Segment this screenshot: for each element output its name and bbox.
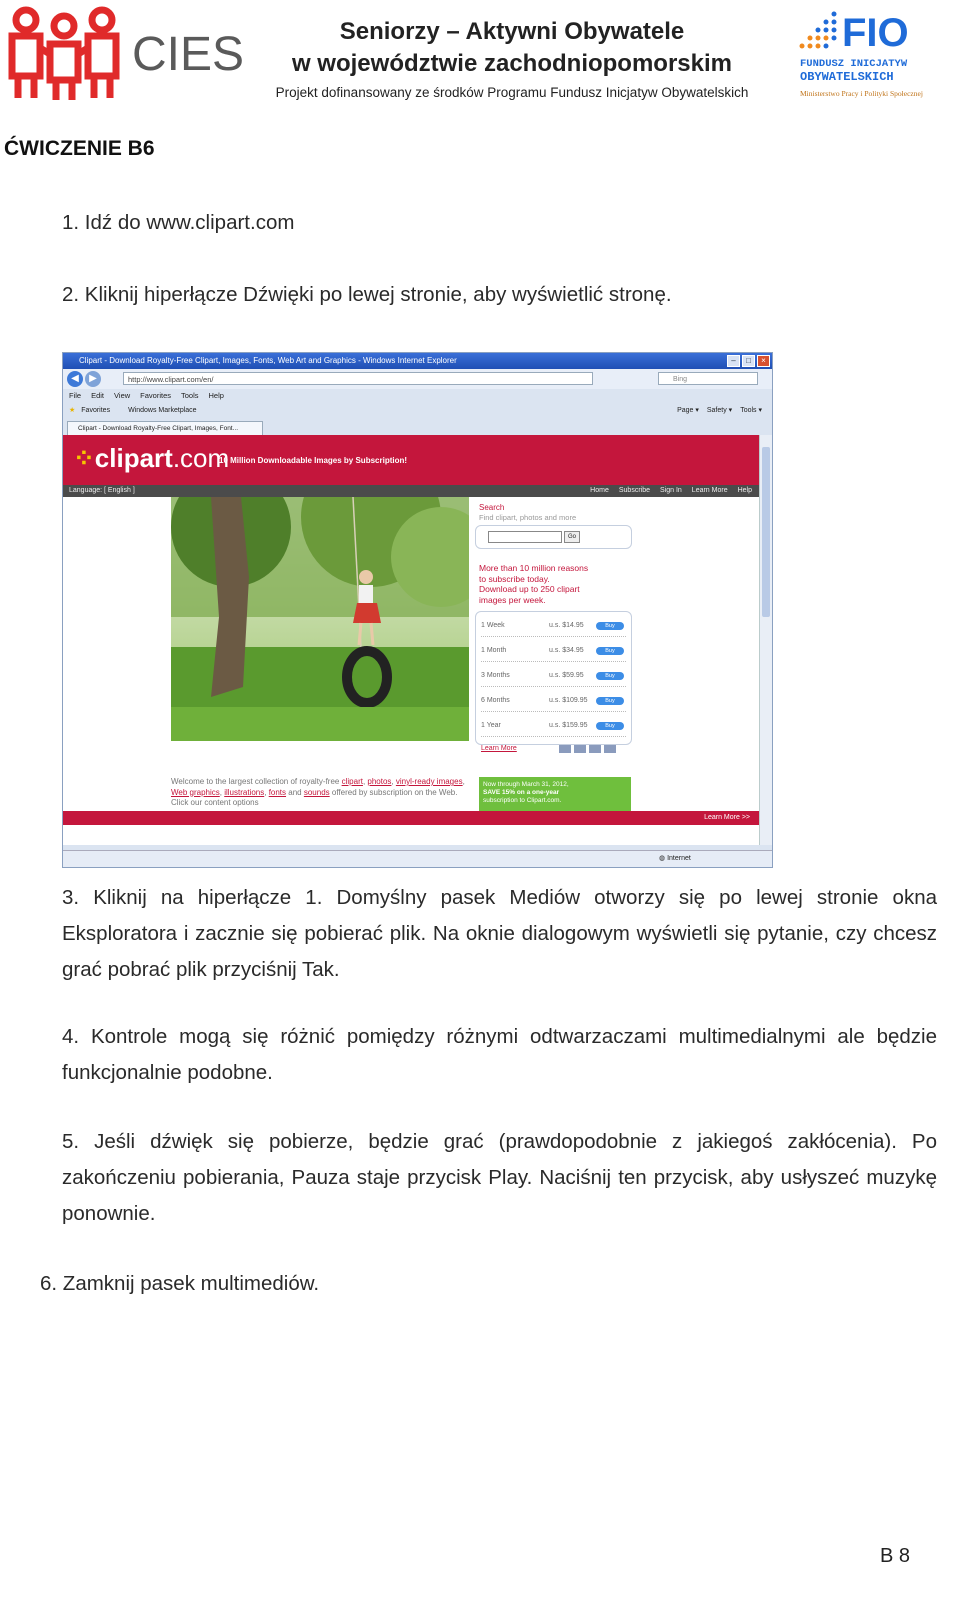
header-title [262,16,762,104]
clipart-nav-signin: Sign In [660,487,682,494]
link-clipart: clipart [341,777,363,786]
plan-price: u.s. $109.95 [549,697,588,704]
link-illustrations: illustrations [224,787,265,797]
link-web-graphics: Web graphics [171,787,220,797]
plan-period: 6 Months [481,697,510,704]
ie-menu-help: Help [208,391,224,400]
plan-price: u.s. $14.95 [549,622,584,629]
promo-line: subscription to Clipart.com. [483,797,562,804]
star-icon: ★ [69,407,76,414]
clipart-promo [479,777,631,811]
payment-cards [559,745,616,753]
clipart-logo: ⁘clipart.com [73,443,230,473]
ie-menu-view: View [114,391,131,400]
cies-figures-icon [4,4,244,102]
close-icon: × [757,355,770,367]
plan-period: 3 Months [481,672,510,679]
step-6: 6. Zamknij pasek multimediów. [40,1272,320,1295]
card-icon [604,745,616,753]
ie-title-bar [63,353,772,369]
buy-button: Buy [596,622,624,630]
fio-logo-text: FIO [842,11,909,55]
ie-favorites-label: Favorites [81,407,111,414]
clipart-search-sub: Find clipart, photos and more [479,513,577,522]
link-photos: photos [367,777,392,786]
clipart-banner [63,435,760,485]
clipart-learn-more-link: Learn More [481,745,517,752]
ie-favorites-item: Windows Marketplace [128,407,197,414]
header-subtitle: Projekt dofinansowany ze środków Programu Fundusz Inicjatyw Obywatelskich [275,85,749,100]
clipart-navbar [63,485,760,497]
clipart-nav-help: Help [737,487,752,494]
buy-button: Buy [596,647,624,655]
buy-button: Buy [596,672,624,680]
girl-on-tire-swing-image [171,497,469,741]
ie-scrollbar [759,435,772,845]
ie-window-title: Clipart - Download Royalty-Free Clipart, Images, Fonts, Web Art and Graphics - Windows Internet Explorer [79,356,457,365]
buy-button: Buy [596,722,624,730]
link-sounds: sounds [303,787,330,797]
clipart-welcome-text: Welcome to the largest collection of royalty-free clipart, photos, vinyl-ready images, Web graphics, illustrations, fonts and sounds offered by subscription on the Web. Click our content options [171,777,465,807]
plan-price: u.s. $59.95 [549,672,584,679]
step-2: 2. Kliknij hiperłącze Dźwięki po lewej stronie, aby wyświetlić stronę. [62,283,672,306]
clipart-nav-home: Home [590,487,609,494]
ie-status-zone: ◍ Internet [659,855,691,862]
plan-row [481,641,626,662]
header-title-line2: w województwie zachodniopomorskim [291,50,733,77]
ie-address-bar [63,369,772,389]
promo-line: SAVE 15% on a one-year [483,789,560,796]
browser-screenshot [62,352,773,868]
link-fonts: fonts [268,787,287,797]
header-title-line1: Seniorzy – Aktywni Obywatele [339,18,685,45]
clipart-plans [475,611,632,745]
clipart-nav-subscribe: Subscribe [618,487,650,494]
plan-period: 1 Year [481,722,501,729]
buy-button: Buy [596,697,624,705]
card-icon [589,745,601,753]
fio-logo-sub2: OBYWATELSKICH [800,70,894,84]
link-vinyl: vinyl-ready images [395,777,463,786]
clipart-reasons [479,563,639,605]
page-number: B 8 [880,1545,911,1567]
fio-logo-sub1: FUNDUSZ INICJATYW [800,58,908,70]
footer-learn-more-link: Learn More >> [704,814,750,821]
plan-period: 1 Month [481,647,507,654]
ie-menu-bar [63,389,772,403]
cies-logo-text: CIES [132,28,244,81]
fio-logo-sub3: Ministerstwo Pracy i Polityki Społecznej [800,89,923,98]
ie-favorites-bar [63,403,772,419]
ie-safety-menu: Safety ▾ [706,407,733,414]
maximize-icon: □ [742,355,755,367]
plan-row [481,716,626,737]
clipart-tagline: 10 Million Downloadable Images by Subscription! [219,456,408,465]
clipart-reasons-line: Download up to 250 clipart [479,584,580,594]
clipart-search-title: Search [479,503,505,512]
clipart-page [63,435,760,845]
card-icon [574,745,586,753]
clipart-search-heading [479,503,576,523]
clipart-search-box [475,525,632,549]
exercise-heading: ĆWICZENIE B6 [4,137,155,160]
step-5: 5. Jeśli dźwięk się pobierze, będzie grać (prawdopodobnie z jakiegoś zakłócenia). Po zakończeniu pobierania, Pauza staje przycisk Play. Naciśnij ten przycisk, aby usłyszeć muzykę ponownie. [62,1130,937,1225]
plan-price: u.s. $34.95 [549,647,584,654]
plan-row [481,616,626,637]
clipart-reasons-line: to subscribe today. [479,573,550,584]
plan-price: u.s. $159.95 [549,722,588,729]
clipart-reasons-line: images per week. [479,594,546,605]
clipart-footer-bar [63,811,760,825]
clipart-reasons-line: More than 10 million reasons [479,563,589,573]
clipart-language: Language: [ English ] [69,487,135,494]
clipart-logo-dots-icon: ⁘ [73,443,95,473]
fio-logo [796,8,956,104]
ie-menu-tools: Tools [181,391,199,400]
forward-icon: ▶ [85,371,101,387]
back-icon: ◀ [67,371,83,387]
ie-menu-edit: Edit [91,391,105,400]
step-4: 4. Kontrole mogą się różnić pomiędzy różnymi odtwarzaczami multimedialnymi ale będzie funkcjonalnie podobne. [62,1025,937,1084]
cies-logo [4,4,244,102]
plan-period: 1 Week [481,622,505,629]
ie-tab: Clipart - Download Royalty-Free Clipart, Images, Font... [67,421,263,435]
clipart-go-button: Go [564,531,580,543]
ie-menu-favorites: Favorites [140,391,171,400]
ie-search-field: Bing [658,372,758,385]
plan-row [481,666,626,687]
clipart-search-input [488,531,562,543]
step-1: 1. Idź do www.clipart.com [62,211,295,234]
ie-status-bar [63,850,772,867]
ie-menu-file: File [69,391,82,400]
clipart-nav-learnmore: Learn More [691,487,728,494]
card-icon [559,745,571,753]
globe-icon: ◍ [659,855,666,862]
ie-tools-menu: Tools ▾ [740,407,762,414]
ie-tab-row [63,419,772,435]
ie-url-field: http://www.clipart.com/en/ [123,372,593,385]
promo-line: Now through March 31, 2012, [483,781,569,788]
minimize-icon: – [727,355,740,367]
clipart-hero-photo [171,497,469,741]
fio-dots-icon [796,8,956,104]
plan-row [481,691,626,712]
ie-page-menu: Page ▾ [677,407,699,414]
step-3: 3. Kliknij na hiperłącze 1. Domyślny pasek Mediów otworzy się po lewej stronie okna Eksploratora i zacznie się pobierać plik. Na oknie dialogowym wyświetli się pytanie, czy chcesz grać pobrać plik przyciśnij Tak. [62,886,937,981]
